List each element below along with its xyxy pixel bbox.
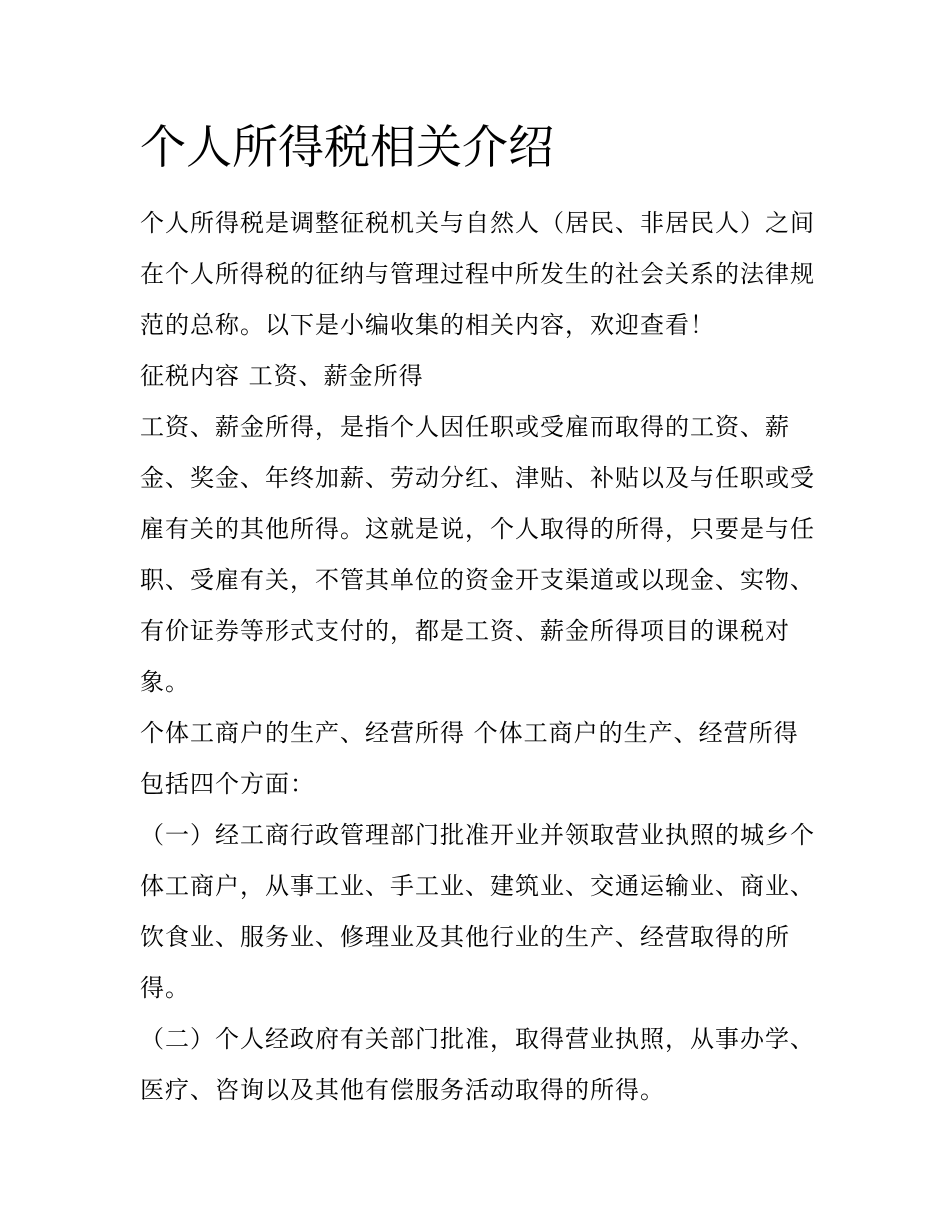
paragraph-business-income: 个体工商户的生产、经营所得 个体工商户的生产、经营所得包括四个方面：	[140, 719, 799, 798]
paragraph-intro: 个人所得税是调整征税机关与自然人（居民、非居民人）之间在个人所得税的征纳与管理过程中所发生的社会关系的法律规范的总称。以下是小编收集的相关内容，欢迎查看！	[140, 209, 815, 339]
paragraph-wages-definition: 工资、薪金所得，是指个人因任职或受雇而取得的工资、薪金、奖金、年终加薪、劳动分红、津贴、补贴以及与任职或受雇有关的其他所得。这就是说，个人取得的所得，只要是与任职、受雇有关，不管其单位的资金开支渠道或以现金、实物、有价证券等形式支付的，都是工资、薪金所得项目的课税对象。	[140, 413, 815, 696]
document-title: 个人所得税相关介绍	[140, 120, 554, 174]
paragraph-item-two: （二）个人经政府有关部门批准，取得营业执照，从事办学、医疗、咨询以及其他有偿服务活动取得的所得。	[140, 1025, 815, 1104]
paragraph-item-one: （一）经工商行政管理部门批准开业并领取营业执照的城乡个体工商户，从事工业、手工业、建筑业、交通运输业、商业、饮食业、服务业、修理业及其他行业的生产、经营取得的所得。	[140, 821, 815, 1002]
paragraph-section-heading-wages: 征税内容 工资、薪金所得	[140, 362, 424, 390]
document-body	[140, 112, 820, 1116]
